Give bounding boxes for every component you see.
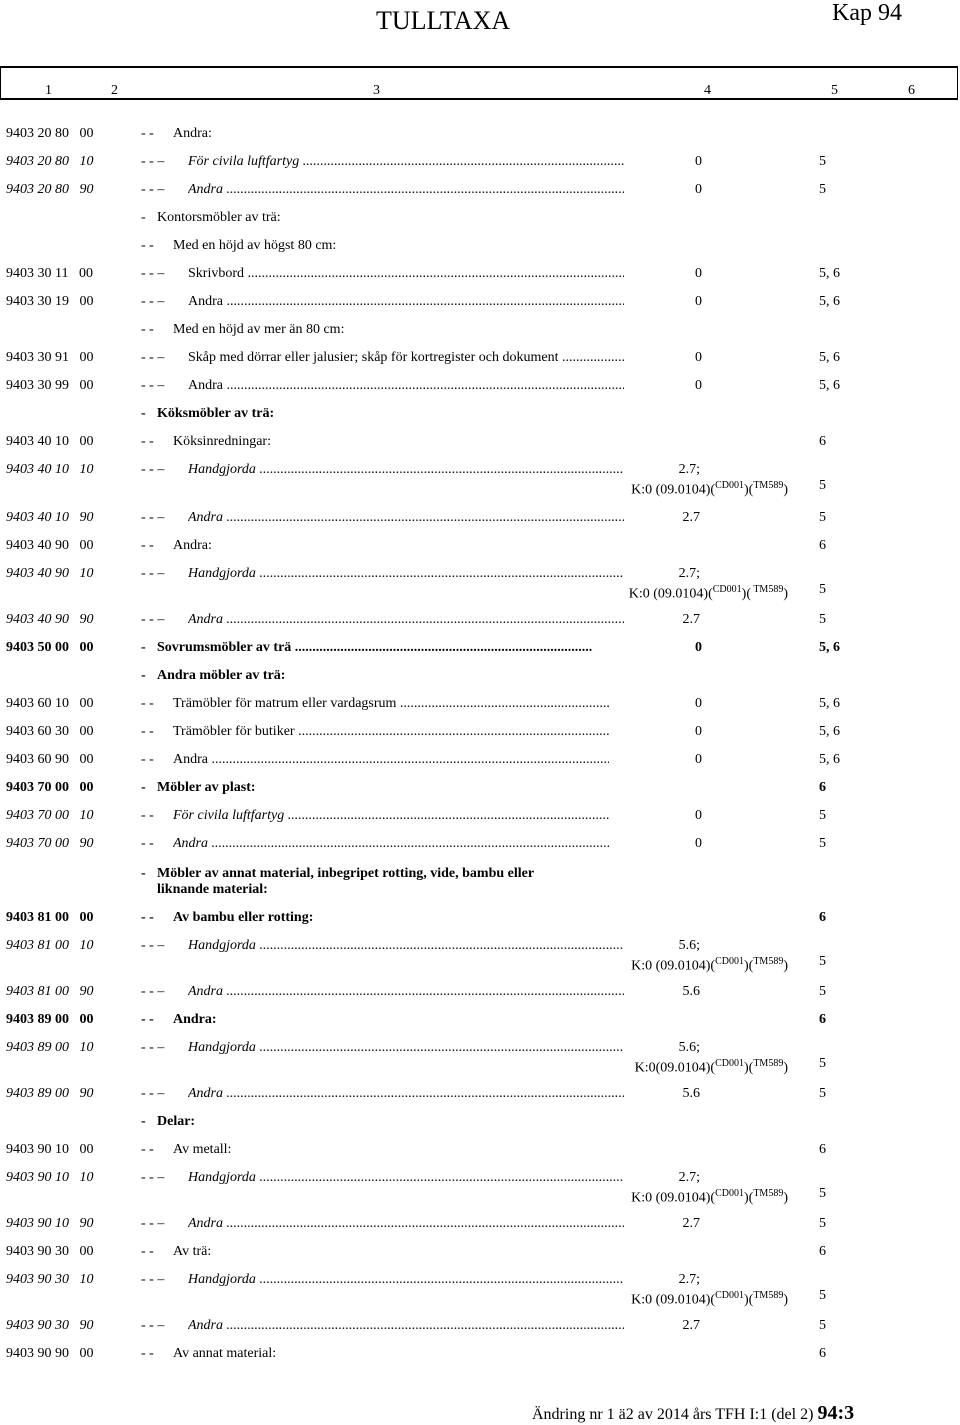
description: Andra ..... [188, 182, 624, 198]
duty-rate: 5.6 [682, 984, 700, 999]
tariff-code: 9403 30 11 00 [6, 266, 93, 281]
duty-rate: 2.7; [678, 1272, 700, 1287]
duty-rate: 0 [695, 640, 702, 655]
duty-rate: 0 [695, 696, 702, 711]
tariff-code: 9403 40 10 10 [6, 462, 94, 477]
tariff-code: 9403 40 10 90 [6, 510, 94, 525]
description: Andra: [173, 1012, 217, 1027]
column-5-value: 5 [819, 954, 826, 969]
indent-dashes: - - [141, 538, 154, 553]
duty-rate: 2.7 [682, 510, 700, 525]
indent-dashes: - - – [141, 294, 165, 309]
column-5-value: 5 [819, 1216, 826, 1231]
indent-dashes: - - [141, 910, 154, 925]
description: Av metall: [173, 1142, 232, 1157]
column-header [0, 66, 958, 100]
description: Kontorsmöbler av trä: [157, 210, 281, 225]
tariff-code: 9403 20 80 10 [6, 154, 94, 169]
indent-dashes: - - – [141, 266, 165, 281]
description: Andra ..... [188, 378, 624, 394]
column-5-value: 5, 6 [819, 640, 840, 655]
description: Av trä: [173, 1244, 212, 1259]
description: Andra: [173, 126, 212, 141]
column-5-value: 6 [819, 910, 826, 925]
indent-dashes: - - [141, 752, 154, 767]
tariff-code: 9403 81 00 90 [6, 984, 94, 999]
description: För civila luftfartyg ..... [173, 808, 609, 824]
tariff-code: 9403 90 30 00 [6, 1244, 94, 1259]
indent-dashes: - - – [141, 182, 165, 197]
duty-rate: 0 [695, 266, 702, 281]
tariff-code: 9403 90 10 00 [6, 1142, 94, 1157]
duty-rate: 2.7; [678, 566, 700, 581]
tariff-code: 9403 89 00 90 [6, 1086, 94, 1101]
indent-dashes: - - – [141, 462, 165, 477]
indent-dashes: - - [141, 1142, 154, 1157]
indent-dashes: - - – [141, 1272, 165, 1287]
column-5-value: 6 [819, 1244, 826, 1259]
column-2-header: 2 [111, 83, 118, 98]
description: För civila luftfartyg ..... [188, 154, 624, 170]
tariff-code: 9403 40 10 00 [6, 434, 94, 449]
duty-rate: 2.7 [682, 1216, 700, 1231]
indent-dashes: - - [141, 1012, 154, 1027]
indent-dashes: - [141, 668, 146, 683]
description: Andra ..... [188, 1216, 624, 1232]
tariff-code: 9403 30 99 00 [6, 378, 94, 393]
tariff-code: 9403 70 00 90 [6, 836, 94, 851]
column-5-value: 5 [819, 1086, 826, 1101]
column-5-value: 5 [819, 984, 826, 999]
description: Andra möbler av trä: [157, 668, 286, 683]
column-5-value: 5, 6 [819, 294, 840, 309]
description: Med en höjd av högst 80 cm: [173, 238, 337, 253]
indent-dashes: - - – [141, 1170, 165, 1185]
column-5-value: 5 [819, 1318, 826, 1333]
column-5-value: 5 [819, 836, 826, 851]
description: Delar: [157, 1114, 196, 1129]
indent-dashes: - - – [141, 1086, 165, 1101]
duty-rate-note: K:0 (09.0104)($^{CD001}$)($^{TM589}$) [631, 1188, 788, 1206]
tariff-code: 9403 90 30 10 [6, 1272, 94, 1287]
description: Handgjorda ..... [188, 462, 624, 478]
page-number: 94:3 [817, 1402, 855, 1424]
tariff-code: 9403 50 00 00 [6, 640, 94, 655]
indent-dashes: - - [141, 434, 154, 449]
description: Av annat material: [173, 1346, 277, 1361]
column-1-header: 1 [45, 83, 52, 98]
description: Möbler av annat material, inbegripet rotting, vide, bambu eller liknande material: [157, 866, 535, 897]
tariff-code: 9403 90 10 90 [6, 1216, 94, 1231]
duty-rate-note: K:0(09.0104)($^{CD001}$)($^{TM589}$) [634, 1058, 788, 1076]
description: Andra ..... [188, 294, 624, 310]
indent-dashes: - - – [141, 1318, 165, 1333]
column-6-header: 6 [908, 83, 915, 98]
column-5-value: 6 [819, 1142, 826, 1157]
tariff-code: 9403 40 90 10 [6, 566, 94, 581]
tariff-code: 9403 90 90 00 [6, 1346, 94, 1361]
description: Skrivbord ..... [188, 266, 624, 282]
duty-rate: 0 [695, 350, 702, 365]
footer-text: Ändring nr 1 ä2 av 2014 års TFH I:1 (del 2) [532, 1406, 814, 1423]
document-title: TULLTAXA [376, 6, 511, 35]
duty-rate: 2.7; [678, 1170, 700, 1185]
tariff-code: 9403 70 00 10 [6, 808, 94, 823]
column-5-value: 6 [819, 434, 826, 449]
duty-rate: 5.6 [682, 1086, 700, 1101]
indent-dashes: - - [141, 1346, 154, 1361]
tariff-code: 9403 81 00 00 [6, 910, 94, 925]
chapter-label: Kap 94 [832, 0, 902, 26]
tariff-code: 9403 30 19 00 [6, 294, 94, 309]
column-5-value: 5 [819, 582, 826, 597]
tariff-code: 9403 20 80 00 [6, 126, 94, 141]
description: Andra ..... [188, 1086, 624, 1102]
duty-rate-note: K:0 (09.0104)($^{CD001}$)( $^{TM589}$) [628, 584, 788, 602]
description: Andra ..... [173, 752, 609, 768]
tariff-code: 9403 90 10 10 [6, 1170, 94, 1185]
indent-dashes: - - [141, 808, 154, 823]
column-5-value: 5 [819, 808, 826, 823]
indent-dashes: - - [141, 126, 154, 141]
description: Handgjorda ..... [188, 938, 624, 954]
indent-dashes: - - [141, 238, 154, 253]
indent-dashes: - - – [141, 1040, 165, 1055]
tariff-code: 9403 70 00 00 [6, 780, 94, 795]
duty-rate-note: K:0 (09.0104)($^{CD001}$)($^{TM589}$) [631, 480, 788, 498]
tariff-code: 9403 89 00 10 [6, 1040, 94, 1055]
description: Andra ..... [188, 984, 624, 1000]
description: Skåp med dörrar eller jalusier; skåp för kortregister och dokument ..... [188, 350, 624, 366]
indent-dashes: - [141, 866, 146, 881]
indent-dashes: - - – [141, 612, 165, 627]
indent-dashes: - - – [141, 1216, 165, 1231]
duty-rate: 0 [695, 836, 702, 851]
description: Andra ..... [188, 1318, 624, 1334]
description: Andra ..... [188, 510, 624, 526]
duty-rate-note: K:0 (09.0104)($^{CD001}$)($^{TM589}$) [631, 956, 788, 974]
duty-rate: 2.7; [678, 462, 700, 477]
column-5-value: 6 [819, 538, 826, 553]
duty-rate: 0 [695, 752, 702, 767]
indent-dashes: - - – [141, 350, 165, 365]
indent-dashes: - - [141, 836, 154, 851]
duty-rate: 2.7 [682, 1318, 700, 1333]
indent-dashes: - [141, 406, 146, 421]
indent-dashes: - - – [141, 154, 165, 169]
column-5-value: 5, 6 [819, 350, 840, 365]
description: Trämöbler för butiker ..... [173, 724, 609, 740]
duty-rate: 5.6; [678, 1040, 700, 1055]
column-5-value: 5 [819, 478, 826, 493]
column-5-header: 5 [831, 83, 838, 98]
duty-rate: 0 [695, 294, 702, 309]
indent-dashes: - - – [141, 378, 165, 393]
column-5-value: 6 [819, 1012, 826, 1027]
description: Handgjorda ..... [188, 1272, 624, 1288]
indent-dashes: - [141, 640, 146, 655]
column-5-value: 5 [819, 510, 826, 525]
column-5-value: 5 [819, 1288, 826, 1303]
column-5-value: 5 [819, 1186, 826, 1201]
description: Möbler av plast: [157, 780, 256, 795]
column-5-value: 6 [819, 1346, 826, 1361]
column-4-header: 4 [704, 83, 711, 98]
tariff-code: 9403 60 30 00 [6, 724, 94, 739]
description: Köksmöbler av trä: [157, 406, 275, 421]
indent-dashes: - - – [141, 566, 165, 581]
indent-dashes: - [141, 1114, 146, 1129]
tariff-code: 9403 89 00 00 [6, 1012, 94, 1027]
column-5-value: 6 [819, 780, 826, 795]
column-5-value: 5, 6 [819, 266, 840, 281]
description: Andra: [173, 538, 212, 553]
tariff-code: 9403 60 10 00 [6, 696, 94, 711]
column-5-value: 5 [819, 154, 826, 169]
description: Trämöbler för matrum eller vardagsrum ..... [173, 696, 609, 712]
tariff-code: 9403 81 00 10 [6, 938, 94, 953]
description: Av bambu eller rotting: [173, 910, 314, 925]
indent-dashes: - - [141, 724, 154, 739]
duty-rate: 2.7 [682, 612, 700, 627]
column-5-value: 5, 6 [819, 378, 840, 393]
column-5-value: 5 [819, 1056, 826, 1071]
duty-rate: 0 [695, 724, 702, 739]
description: Andra ..... [188, 612, 624, 628]
tariff-code: 9403 40 90 90 [6, 612, 94, 627]
indent-dashes: - [141, 210, 146, 225]
duty-rate: 0 [695, 378, 702, 393]
description: Handgjorda ..... [188, 1170, 624, 1186]
duty-rate: 0 [695, 182, 702, 197]
description: Handgjorda ..... [188, 1040, 624, 1056]
description: Köksinredningar: [173, 434, 271, 449]
tariff-code: 9403 60 90 00 [6, 752, 94, 767]
duty-rate-note: K:0 (09.0104)($^{CD001}$)($^{TM589}$) [631, 1290, 788, 1308]
tariff-code: 9403 40 90 00 [6, 538, 94, 553]
description: Andra ..... [173, 836, 609, 852]
indent-dashes: - - – [141, 984, 165, 999]
tariff-code: 9403 90 30 90 [6, 1318, 94, 1333]
indent-dashes: - [141, 780, 146, 795]
duty-rate: 0 [695, 154, 702, 169]
indent-dashes: - - – [141, 938, 165, 953]
column-5-value: 5, 6 [819, 724, 840, 739]
indent-dashes: - - [141, 322, 154, 337]
indent-dashes: - - [141, 1244, 154, 1259]
description: Sovrumsmöbler av trä ..... [157, 640, 593, 656]
column-5-value: 5 [819, 612, 826, 627]
column-5-value: 5, 6 [819, 752, 840, 767]
indent-dashes: - - [141, 696, 154, 711]
column-3-header: 3 [373, 83, 380, 98]
tariff-code: 9403 20 80 90 [6, 182, 94, 197]
description: Med en höjd av mer än 80 cm: [173, 322, 345, 337]
tariff-code: 9403 30 91 00 [6, 350, 94, 365]
column-5-value: 5, 6 [819, 696, 840, 711]
indent-dashes: - - – [141, 510, 165, 525]
duty-rate: 0 [695, 808, 702, 823]
column-5-value: 5 [819, 182, 826, 197]
description: Handgjorda ..... [188, 566, 624, 582]
duty-rate: 5.6; [678, 938, 700, 953]
